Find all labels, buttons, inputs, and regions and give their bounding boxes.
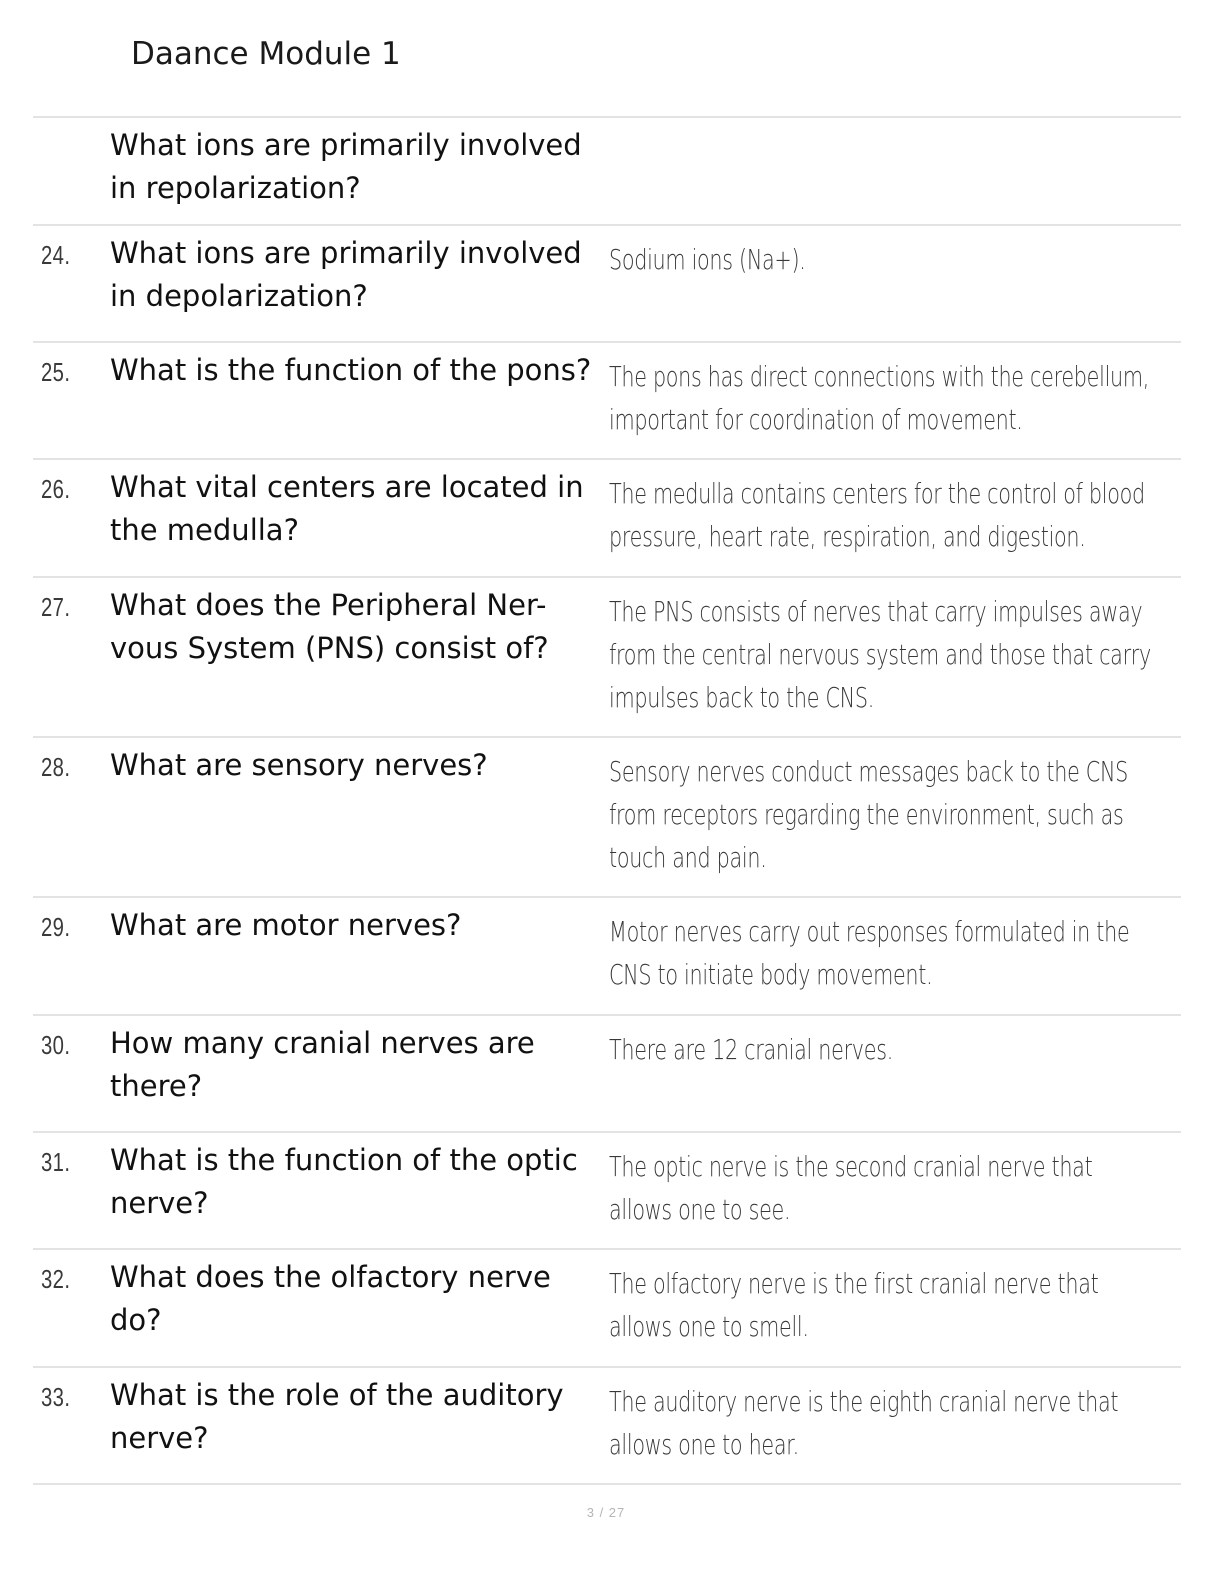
card-question: What ions are primarily involved in repolarization?	[110, 128, 582, 205]
card-number: 33.	[41, 1382, 71, 1412]
card-question: What does the olfactory nerve do?	[110, 1260, 551, 1337]
flashcard-row	[33, 224, 1181, 341]
card-answer: There are 12 cranial nerves.	[609, 1033, 894, 1066]
flashcard-row	[33, 341, 1181, 458]
card-answer: The pons has direct connections with the cerebellum, important for coordination of movement.	[609, 360, 1150, 436]
flashcard-row	[33, 1014, 1181, 1131]
card-number: 25.	[41, 357, 71, 387]
card-question: How many cranial nerves are there?	[110, 1026, 535, 1103]
card-question: What is the function of the pons?	[110, 353, 592, 387]
card-number: 27.	[41, 592, 71, 622]
flashcard-row	[33, 736, 1181, 896]
card-number: 24.	[41, 240, 71, 270]
card-answer: Sodium ions (Na+).	[609, 243, 806, 276]
card-number: 28.	[41, 752, 71, 782]
card-question: What does the Peripheral Ner-vous System (PNS) consist of?	[110, 588, 549, 665]
document-title: Daance Module 1	[131, 36, 401, 72]
card-number: 26.	[41, 474, 71, 504]
card-number: 29.	[41, 912, 71, 942]
card-question: What are motor nerves?	[110, 908, 462, 942]
flashcard-row	[33, 896, 1181, 1014]
card-number: 30.	[41, 1030, 71, 1060]
card-question: What is the function of the optic nerve?	[110, 1143, 578, 1220]
flashcard-row	[33, 1366, 1181, 1485]
card-answer: The PNS consists of nerves that carry impulses away from the central nervous system and those that carry impulses back to the CNS.	[609, 595, 1151, 714]
card-question: What ions are primarily involved in depolarization?	[110, 236, 582, 313]
card-answer: The auditory nerve is the eighth cranial nerve that allows one to hear.	[609, 1385, 1119, 1461]
card-answer: The optic nerve is the second cranial nerve that allows one to see.	[609, 1150, 1093, 1226]
card-answer: The medulla contains centers for the control of blood pressure, heart rate, respiration, and digestion.	[609, 477, 1145, 553]
card-number: 31.	[41, 1147, 71, 1177]
card-answer: Sensory nerves conduct messages back to the CNS from receptors regarding the environment, such as touch and pain.	[609, 755, 1129, 874]
card-answer: The olfactory nerve is the first cranial nerve that allows one to smell.	[609, 1267, 1099, 1343]
flashcard-row	[33, 576, 1181, 736]
card-question: What is the role of the auditory nerve?	[110, 1378, 564, 1455]
card-number: 32.	[41, 1264, 71, 1294]
card-question: What are sensory nerves?	[110, 748, 488, 782]
flashcard-list	[33, 116, 1181, 1485]
flashcard-row	[33, 1131, 1181, 1248]
card-answer: Motor nerves carry out responses formulated in the CNS to initiate body movement.	[609, 915, 1130, 991]
flashcard-row	[33, 1248, 1181, 1366]
page-number: 3 / 27	[586, 1505, 626, 1520]
flashcard-row	[33, 458, 1181, 576]
card-question: What vital centers are located in the medulla?	[110, 470, 584, 547]
flashcard-row	[33, 116, 1181, 224]
